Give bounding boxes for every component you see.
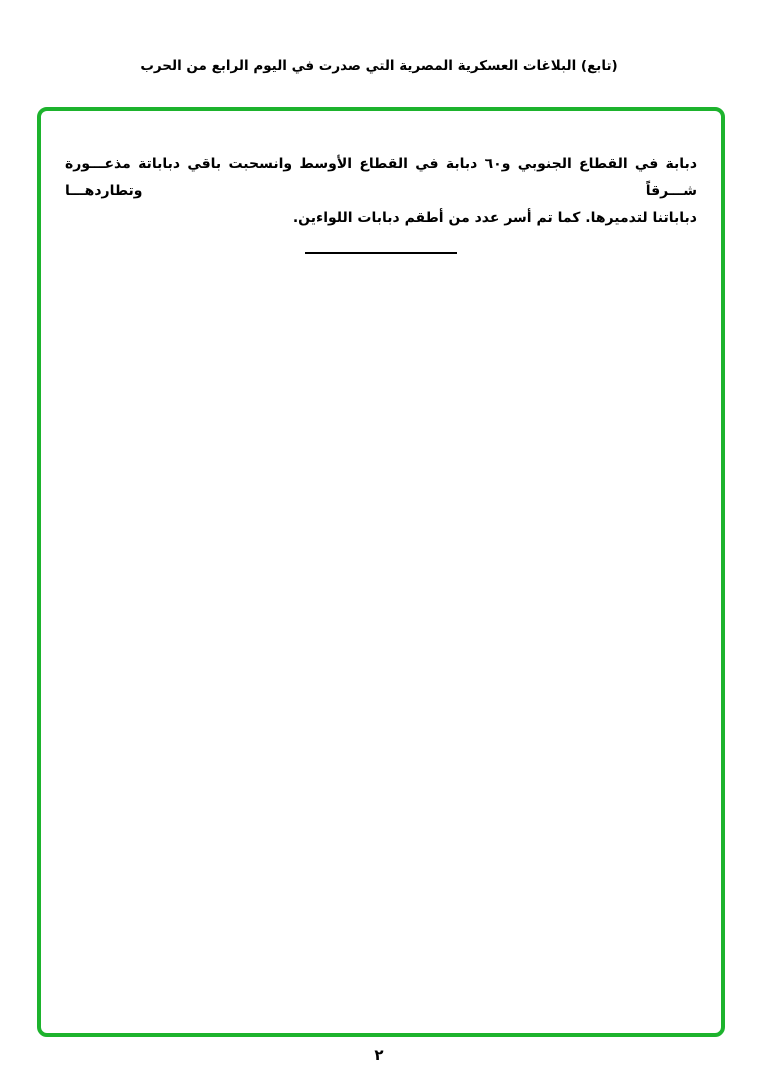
page-number: ٢: [374, 1046, 384, 1064]
paragraph-line-1: دبابة في القطاع الجنوبي و٦٠ دبابة في القطاع الأوسط وانسحبت باقي دباباتة مذعـــورة شـــرقاً وتطاردهـــا: [65, 156, 697, 199]
paragraph-line-2: دباباتنا لتدميرها. كما تم أسر عدد من أطقم دبابات اللواءين.: [292, 210, 697, 226]
page-title: (تابع) البلاغات العسكرية المصرية التي صدرت في اليوم الرابع من الحرب: [140, 58, 618, 74]
body-paragraph: [41, 111, 721, 232]
section-divider: [305, 252, 457, 254]
content-frame: [37, 107, 725, 1037]
